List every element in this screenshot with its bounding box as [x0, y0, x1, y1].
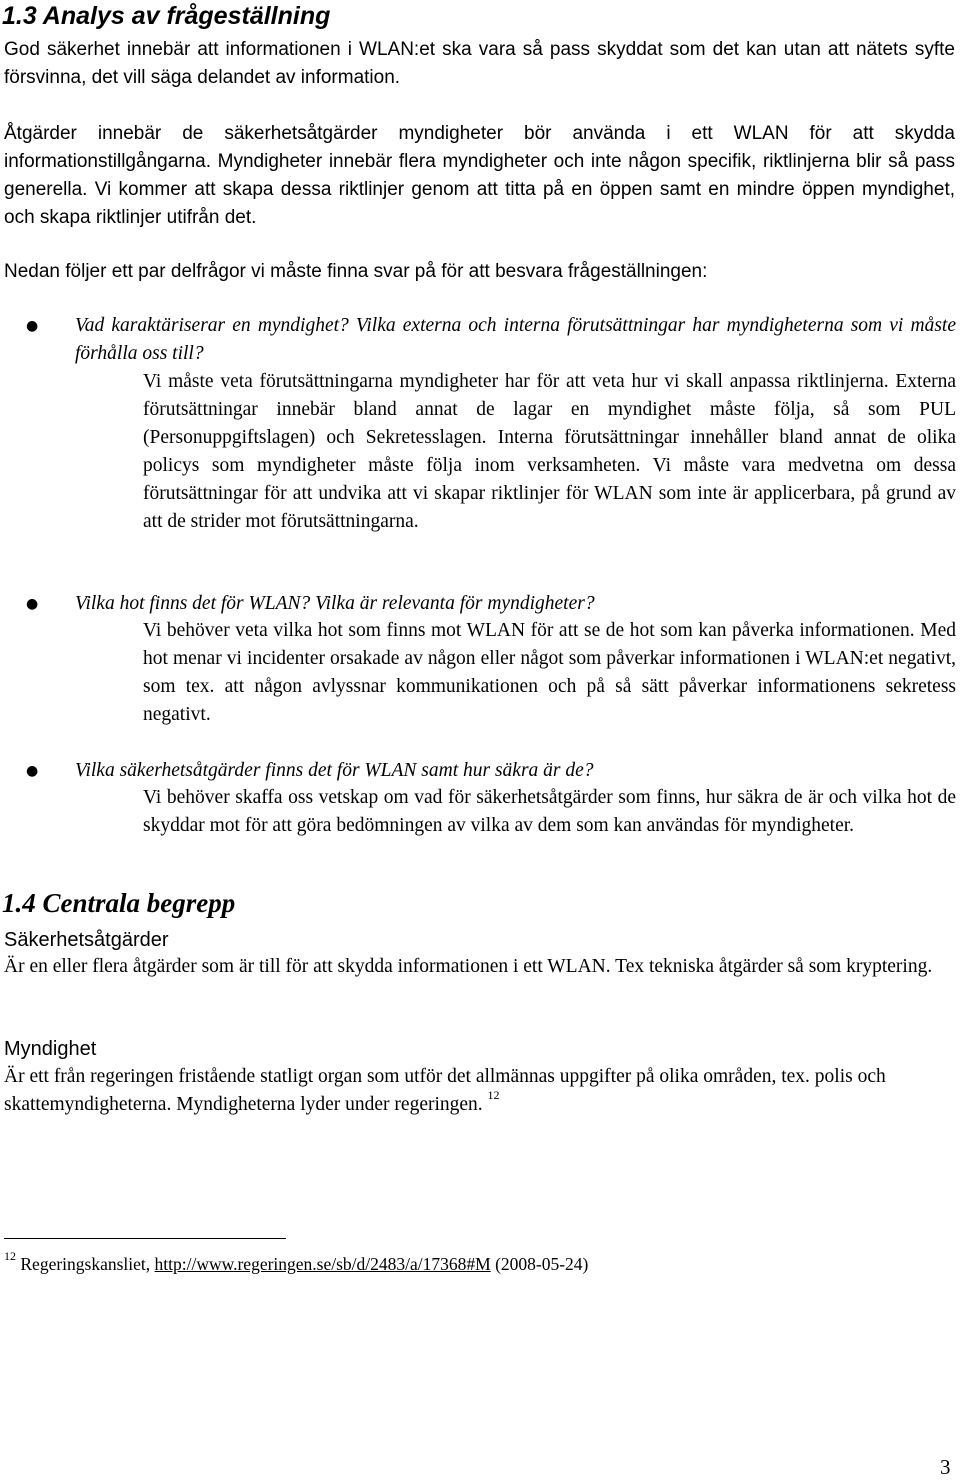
footnote-date: (2008-05-24)	[495, 1254, 589, 1274]
footnote-source: Regeringskansliet,	[20, 1254, 151, 1274]
footnote-separator	[4, 1238, 286, 1239]
subquestion-1-answer: Vi måste veta förutsättningarna myndigheter har för att veta hur vi skall anpassa riktlinjerna. Externa förutsättningar innebär bland annat de lagar en myndighet måste följa, så som PUL (Personuppgiftslagen) och Sekretesslagen. Interna förutsättningar innehåller bland annat de olika policys som myndigheter måste följa inom verksamheten. Vi måste vara medvetna om dessa förutsättningar för att undvika att vi skapar riktlinjer för WLAN som inte är applicerbara, på grund av att de strider mot förutsättningarna.	[143, 371, 956, 532]
bullet-icon: ●	[26, 763, 39, 779]
paragraph-measures-definition: Åtgärder innebär de säkerhetsåtgärder myndigheter bör använda i ett WLAN för att skydda informationstillgångarna. Myndigheter innebär flera myndigheter och inte någon specifik, riktlinjerna blir så pass generella. Vi kommer att skapa dessa riktlinjer genom att titta på en öppen samt en mindre öppen myndighet, och skapa riktlinjer utifrån det.	[4, 123, 955, 228]
footnote-number: 12	[4, 1249, 16, 1263]
bullet-icon: ●	[26, 318, 39, 334]
paragraph-security-definition: God säkerhet innebär att informationen i WLAN:et ska vara så pass skyddat som det kan utan att nätets syfte försvinna, det vill säga delandet av information.	[4, 39, 955, 88]
term-definition-myndighet	[4, 1063, 956, 1119]
paragraph-subquestions-intro: Nedan följer ett par delfrågor vi måste finna svar på för att besvara frågeställningen:	[4, 261, 708, 282]
footnote-link[interactable]: http://www.regeringen.se/sb/d/2483/a/17368#M	[154, 1254, 491, 1274]
term-definition-sakerhetsatgarder: Är en eller flera åtgärder som är till för att skydda informationen i ett WLAN. Tex tekniska åtgärder så som kryptering.	[4, 956, 933, 977]
section-heading-1-4: 1.4 Centrala begrepp	[2, 888, 236, 918]
bullet-icon: ●	[26, 596, 39, 612]
subquestion-2: Vilka hot finns det för WLAN? Vilka är relevanta för myndigheter?	[75, 593, 595, 614]
page-number: 3	[940, 1455, 951, 1479]
subquestion-1: Vad karaktäriserar en myndighet? Vilka externa och interna förutsättningar har myndigheterna som vi måste förhålla oss till?	[75, 315, 956, 364]
term-heading-sakerhetsatgarder: Säkerhetsåtgärder	[4, 929, 169, 951]
subquestion-3: Vilka säkerhetsåtgärder finns det för WLAN samt hur säkra är de?	[75, 760, 594, 781]
term-heading-myndighet: Myndighet	[4, 1038, 97, 1060]
term-definition-myndighet-text: Är ett från regeringen fristående statligt organ som utför det allmännas uppgifter på olika områden, tex. polis och skattemyndigheterna. Myndigheterna lyder under regeringen.	[4, 1066, 886, 1115]
footnote	[4, 1249, 589, 1276]
subquestion-3-answer: Vi behöver skaffa oss vetskap om vad för säkerhetsåtgärder som finns, hur säkra de är och vilka hot de skyddar mot för att göra bedömningen av vilka av dem som kan användas för myndigheter.	[143, 787, 956, 836]
subquestion-2-answer: Vi behöver veta vilka hot som finns mot WLAN för att se de hot som kan påverka informationen. Med hot menar vi incidenter orsakade av någon eller något som påverkar informationen i WLAN:et negativt, som tex. att någon avlyssnar kommunikationen och på så sätt påverkar informationens sekretess negativt.	[143, 620, 956, 725]
footnote-reference[interactable]: 12	[487, 1088, 500, 1102]
section-heading-1-3: 1.3 Analys av frågeställning	[2, 2, 331, 30]
